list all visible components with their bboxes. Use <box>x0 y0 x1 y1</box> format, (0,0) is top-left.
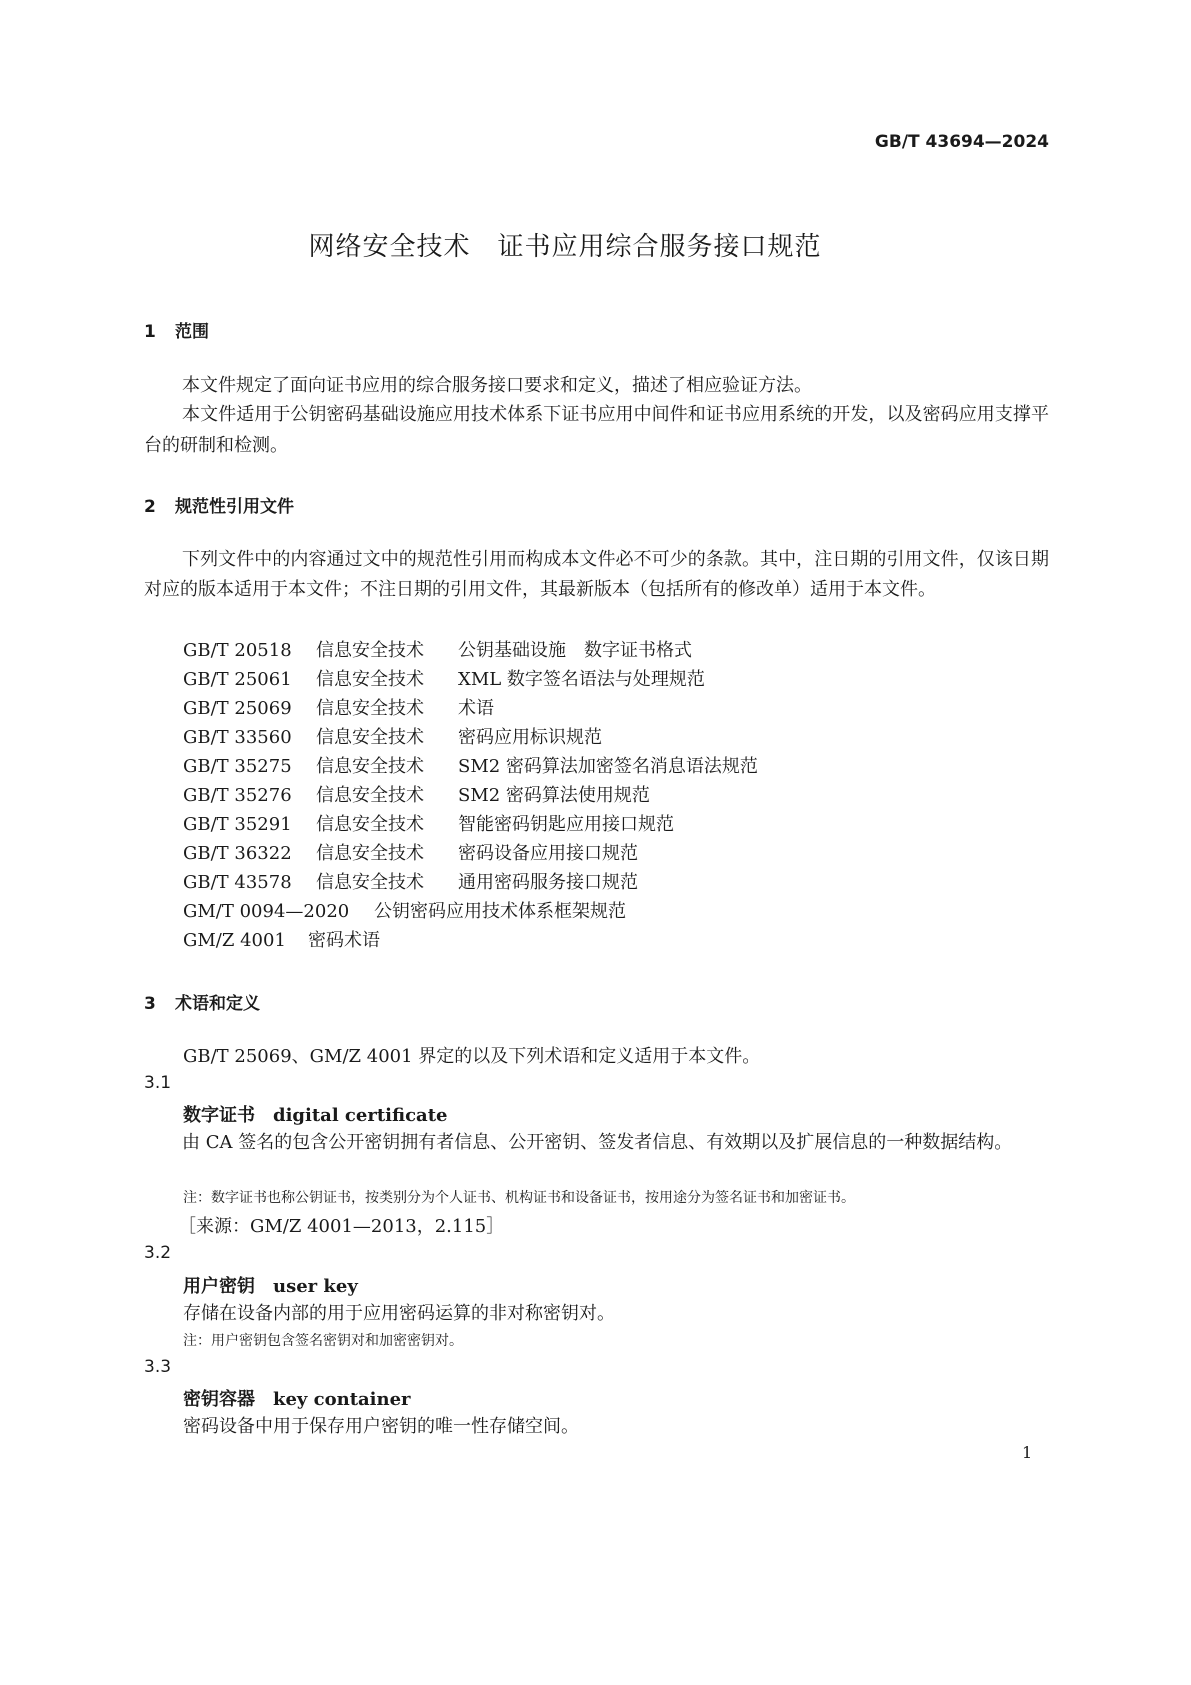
reference-category: 信息安全技术 <box>316 785 424 806</box>
reference-title: 公钥基础设施 数字证书格式 <box>458 640 692 661</box>
reference-item <box>183 636 692 662</box>
reference-code: GB/T 35276 <box>183 785 292 806</box>
reference-title: 公钥密码应用技术体系框架规范 <box>374 901 626 922</box>
reference-code: GM/T 0094—2020 <box>183 901 350 922</box>
reference-category: 信息安全技术 <box>316 698 424 719</box>
section-number: 3 <box>144 994 156 1014</box>
term-number: 3.1 <box>144 1073 172 1093</box>
term-definition: 存储在设备内部的用于应用密码运算的非对称密钥对。 <box>183 1303 615 1324</box>
reference-code: GB/T 25069 <box>183 698 292 719</box>
reference-item <box>183 839 638 865</box>
term-name-en: key container <box>273 1389 411 1410</box>
reference-code: GB/T 35291 <box>183 814 292 835</box>
reference-code: GB/T 33560 <box>183 727 292 748</box>
reference-title: 密码应用标识规范 <box>458 727 602 748</box>
section-title: 范围 <box>175 322 209 342</box>
reference-title: 通用密码服务接口规范 <box>458 872 638 893</box>
reference-item <box>183 694 494 720</box>
section-title: 规范性引用文件 <box>175 497 294 517</box>
reference-title: XML 数字签名语法与处理规范 <box>458 669 705 690</box>
reference-item <box>183 781 650 807</box>
section-title: 术语和定义 <box>175 994 260 1014</box>
document-title: 网络安全技术 证书应用综合服务接口规范 <box>308 232 822 262</box>
reference-item <box>183 810 674 836</box>
scope-paragraph-1: 本文件规定了面向证书应用的综合服务接口要求和定义，描述了相应验证方法。 <box>182 375 812 396</box>
reference-category: 信息安全技术 <box>316 756 424 777</box>
reference-category: 信息安全技术 <box>316 640 424 661</box>
reference-item <box>183 868 638 894</box>
reference-title: SM2 密码算法加密签名消息语法规范 <box>458 756 758 777</box>
reference-title: 智能密码钥匙应用接口规范 <box>458 814 674 835</box>
reference-code: GB/T 25061 <box>183 669 292 690</box>
term-number: 3.2 <box>144 1243 172 1263</box>
term-name-en: user key <box>273 1276 358 1297</box>
term-definition: 由 CA 签名的包含公开密钥拥有者信息、公开密钥、签发者信息、有效期以及扩展信息的一种数据结构。 <box>182 1132 1013 1153</box>
reference-code: GB/T 36322 <box>183 843 292 864</box>
reference-code: GB/T 43578 <box>183 872 292 893</box>
page-number: 1 <box>1022 1443 1033 1462</box>
term-number: 3.3 <box>144 1357 172 1377</box>
reference-title: 密码设备应用接口规范 <box>458 843 638 864</box>
reference-title: 术语 <box>458 698 494 719</box>
section-number: 2 <box>144 497 156 517</box>
term-note: 注：用户密钥包含签名密钥对和加密密钥对。 <box>183 1333 463 1349</box>
references-intro: 下列文件中的内容通过文中的规范性引用而构成本文件必不可少的条款。其中，注日期的引用文件，仅该日期对应的版本适用于本文件；不注日期的引用文件，其最新版本（包括所有的修改单）适用于本文件。 <box>144 549 1049 600</box>
reference-title: 密码术语 <box>308 930 380 951</box>
scope-paragraph-2: 本文件适用于公钥密码基础设施应用技术体系下证书应用中间件和证书应用系统的开发，以及密码应用支撑平台的研制和检测。 <box>144 404 1049 456</box>
reference-category: 信息安全技术 <box>316 872 424 893</box>
term-name-cn: 密钥容器 <box>183 1389 255 1410</box>
section-number: 1 <box>144 322 156 342</box>
reference-category: 信息安全技术 <box>316 727 424 748</box>
reference-item <box>183 897 626 923</box>
terms-intro: GB/T 25069、GM/Z 4001 界定的以及下列术语和定义适用于本文件。 <box>183 1046 761 1067</box>
term-name-en: digital certificate <box>273 1105 448 1126</box>
reference-category: 信息安全技术 <box>316 814 424 835</box>
term-name <box>183 1272 358 1298</box>
term-name-cn: 数字证书 <box>183 1105 255 1126</box>
term-note: 注：数字证书也称公钥证书，按类别分为个人证书、机构证书和设备证书，按用途分为签名证书和加密证书。 <box>183 1190 855 1206</box>
term-name <box>183 1385 411 1411</box>
reference-category: 信息安全技术 <box>316 843 424 864</box>
reference-category: 信息安全技术 <box>316 669 424 690</box>
term-name <box>183 1101 447 1127</box>
reference-item <box>183 723 602 749</box>
reference-item <box>183 926 380 952</box>
section-heading-normative-references <box>144 492 294 517</box>
standard-number: GB/T 43694—2024 <box>874 132 1049 152</box>
reference-code: GB/T 20518 <box>183 640 292 661</box>
reference-item <box>183 752 758 778</box>
reference-title: SM2 密码算法使用规范 <box>458 785 650 806</box>
section-heading-terms <box>144 989 260 1014</box>
reference-item <box>183 665 705 691</box>
section-heading-scope <box>144 317 209 342</box>
reference-code: GM/Z 4001 <box>183 930 286 951</box>
term-source: ［来源：GM/Z 4001—2013，2.115］ <box>178 1216 505 1237</box>
reference-code: GB/T 35275 <box>183 756 292 777</box>
term-definition: 密码设备中用于保存用户密钥的唯一性存储空间。 <box>183 1416 579 1437</box>
term-name-cn: 用户密钥 <box>183 1276 255 1297</box>
